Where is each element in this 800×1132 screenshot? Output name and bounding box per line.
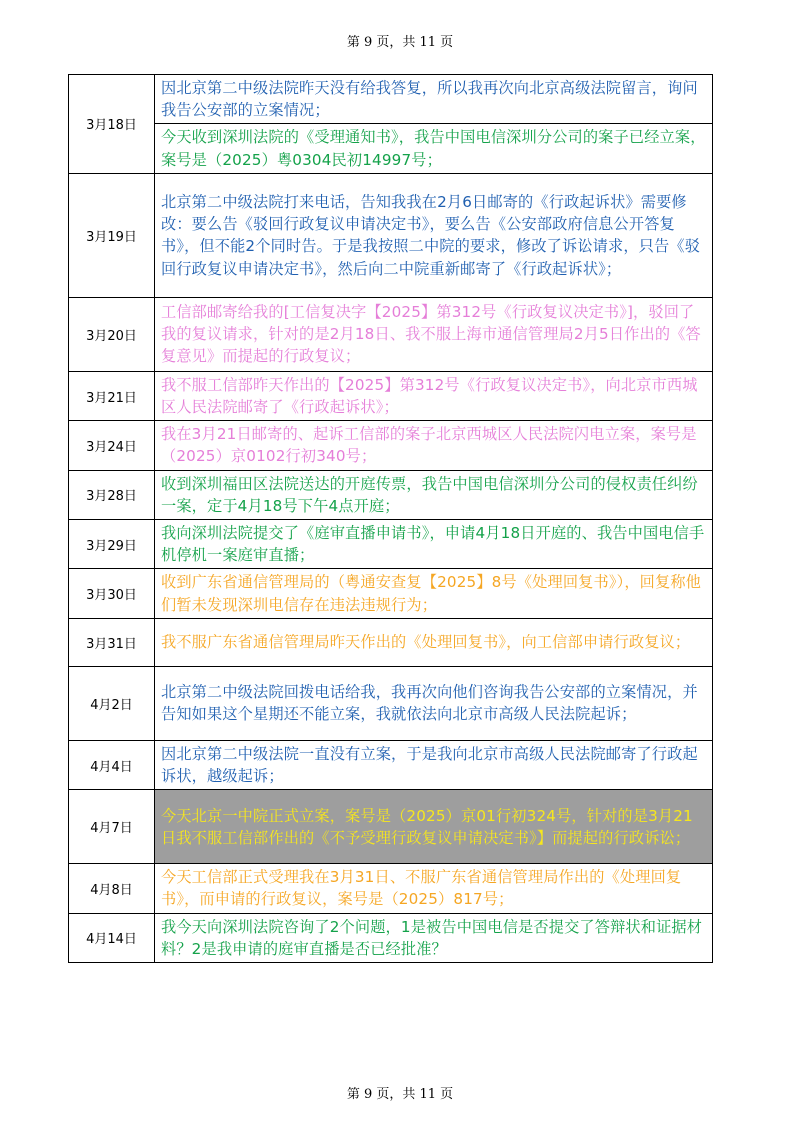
row-date: 3月29日 — [69, 520, 155, 569]
table-row — [69, 666, 713, 740]
table-row — [69, 618, 713, 666]
row-date: 3月20日 — [69, 297, 155, 371]
row-entry: 北京第二中级法院回拨电话给我，我再次向他们咨询我告公安部的立案情况，并告知如果这个星期还不能立案，我就依法向北京市高级人民法院起诉； — [155, 666, 713, 740]
table-row — [69, 864, 713, 913]
page-header: 第 9 页，共 11 页 — [346, 35, 454, 50]
row-date: 3月21日 — [69, 371, 155, 420]
row-entry: 工信部邮寄给我的[工信复决字【2025】第312号《行政复议决定书》]，驳回了我的复议请求，针对的是2月18日、我不服上海市通信管理局2月5日作出的《答复意见》而提起的行政复议； — [155, 297, 713, 371]
row-entry: 北京第二中级法院打来电话，告知我我在2月6日邮寄的《行政起诉状》需要修改：要么告《驳回行政复议申请决定书》，要么告《公安部政府信息公开答复书》，但不能2个同时告。于是我按照二中院的要求，修改了诉讼请求，只告《驳回行政复议申请决定书》，然后向二中院重新邮寄了《行政起诉状》； — [155, 173, 713, 297]
row-date: 3月30日 — [69, 569, 155, 618]
table-row — [69, 371, 713, 420]
row-entry: 我不服工信部昨天作出的【2025】第312号《行政复议决定书》，向北京市西城区人民法院邮寄了《行政起诉状》； — [155, 371, 713, 420]
table-row — [69, 569, 713, 618]
row-date: 4月7日 — [69, 790, 155, 864]
row-entry: 因北京第二中级法院一直没有立案，于是我向北京市高级人民法院邮寄了行政起诉状，越级起诉； — [155, 740, 713, 789]
row-entry: 收到深圳福田区法院送达的开庭传票，我告中国电信深圳分公司的侵权责任纠纷一案，定于4月18号下午4点开庭； — [155, 470, 713, 519]
row-entry: 我今天向深圳法院咨询了2个问题，1是被告中国电信是否提交了答辩状和证据材料？2是我申请的庭审直播是否已经批准？ — [155, 913, 713, 962]
row-date: 3月19日 — [69, 173, 155, 297]
table-row — [69, 75, 713, 124]
table-row — [69, 520, 713, 569]
table-row — [69, 913, 713, 962]
row-date: 3月31日 — [69, 618, 155, 666]
row-date: 4月8日 — [69, 864, 155, 913]
table-row — [69, 124, 713, 173]
table-row — [69, 740, 713, 789]
row-entry: 我向深圳法院提交了《庭审直播申请书》，申请4月18日开庭的、我告中国电信手机停机一案庭审直播； — [155, 520, 713, 569]
row-entry: 我在3月21日邮寄的、起诉工信部的案子北京西城区人民法院闪电立案，案号是（2025）京0102行初340号； — [155, 421, 713, 470]
row-entry: 今天收到深圳法院的《受理通知书》，我告中国电信深圳分公司的案子已经立案，案号是（2025）粤0304民初14997号； — [155, 124, 713, 173]
row-entry: 因北京第二中级法院昨天没有给我答复，所以我再次向北京高级法院留言，询问我告公安部的立案情况； — [155, 75, 713, 124]
table-row — [69, 297, 713, 371]
row-entry: 今天北京一中院正式立案，案号是（2025）京01行初324号，针对的是3月21日我不服工信部作出的《不予受理行政复议申请决定书》】而提起的行政诉讼； — [155, 790, 713, 864]
table-row — [69, 470, 713, 519]
row-date: 3月24日 — [69, 421, 155, 470]
row-date: 3月18日 — [69, 75, 155, 174]
table-row — [69, 421, 713, 470]
row-entry: 收到广东省通信管理局的（粤通安查复【2025】8号《处理回复书》），回复称他们暂未发现深圳电信存在违法违规行为； — [155, 569, 713, 618]
row-date: 4月14日 — [69, 913, 155, 962]
timeline-table — [68, 74, 713, 963]
table-row — [69, 173, 713, 297]
row-date: 4月4日 — [69, 740, 155, 789]
row-entry: 今天工信部正式受理我在3月31日、不服广东省通信管理局作出的《处理回复书》，而申请的行政复议，案号是（2025）817号； — [155, 864, 713, 913]
row-date: 3月28日 — [69, 470, 155, 519]
table-row — [69, 790, 713, 864]
row-entry: 我不服广东省通信管理局昨天作出的《处理回复书》，向工信部申请行政复议； — [155, 618, 713, 666]
row-date: 4月2日 — [69, 666, 155, 740]
page-footer: 第 9 页，共 11 页 — [346, 1087, 454, 1102]
